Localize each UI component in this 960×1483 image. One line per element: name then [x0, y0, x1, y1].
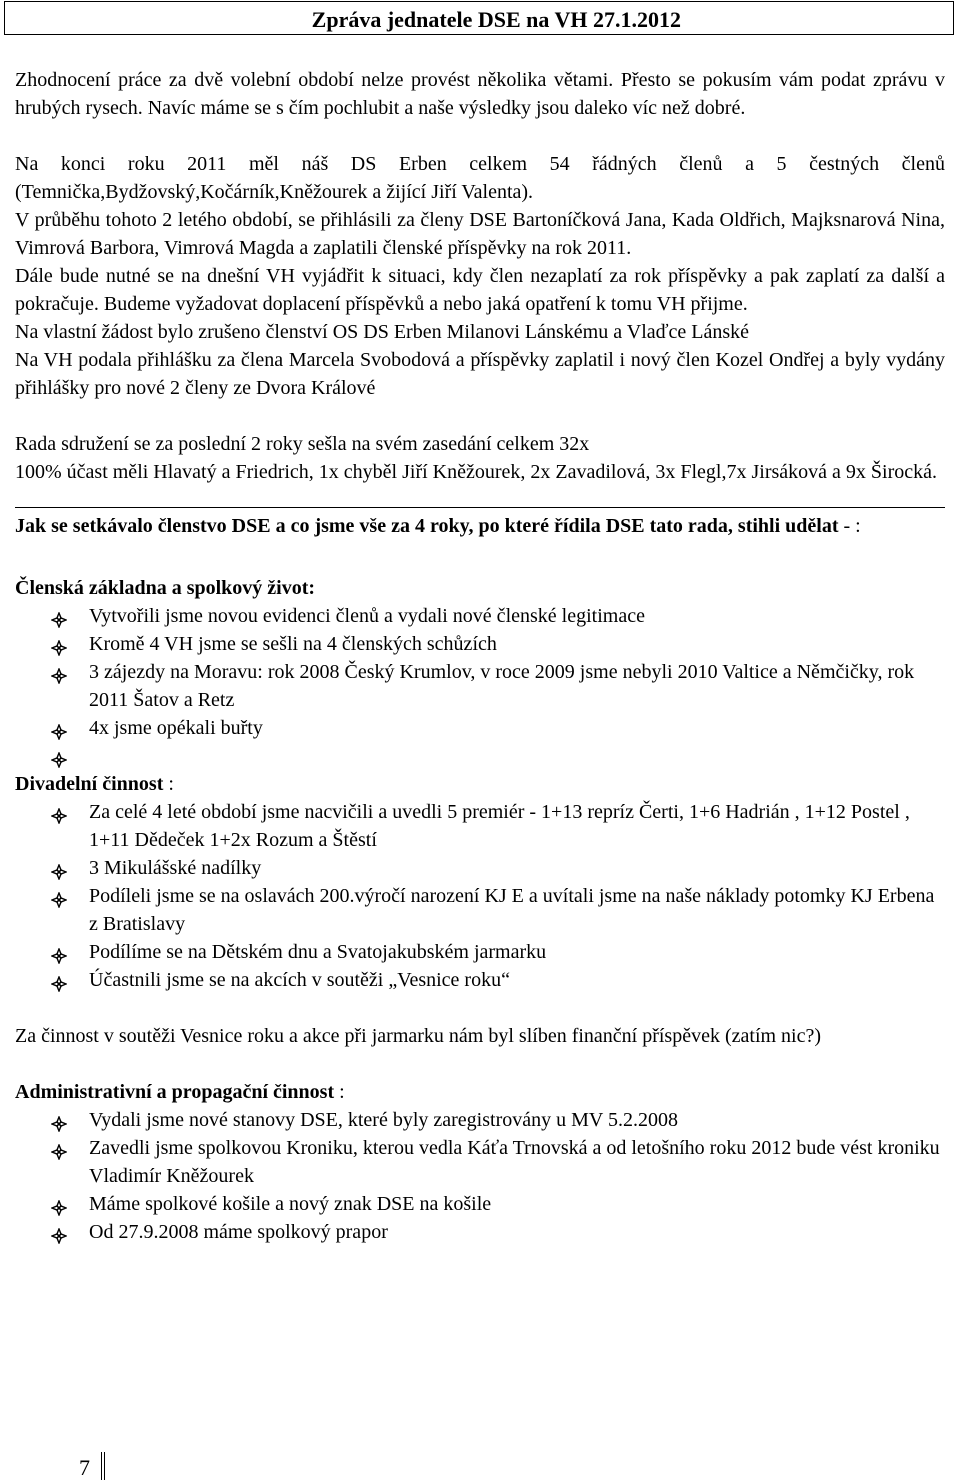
members-paragraph: Dále bude nutné se na dnešní VH vyjádřit k situaci, kdy člen nezaplatí za rok příspěvky a pak zaplatí za další a pokračuje. Budeme vyžadovat doplacení příspěvků a nebo jaká opatření k tomu VH přijme. [15, 265, 945, 315]
list-item [15, 658, 945, 714]
footer-divider [101, 1452, 102, 1480]
list-item-text: Účastnili jsme se na akcích v soutěži „Vesnice roku“ [89, 969, 510, 991]
page-title: Zpráva jednatele DSE na VH 27.1.2012 [311, 7, 681, 32]
section-title-text: Členská základna a spolkový život: [15, 577, 316, 599]
diamond-bullet-icon [51, 636, 67, 652]
section-title-suffix: : [334, 1081, 345, 1103]
diamond-bullet-icon [51, 972, 67, 988]
list-item [15, 798, 945, 854]
members-paragraph: Na VH podala přihlášku za člena Marcela Svobodová a příspěvky zaplatil i nový člen Kozel Ondřej a byly vydány přihlášky pro nové 2 členy ze Dvora Králové [15, 349, 945, 399]
list-item-text: Vydali jsme nové stanovy DSE, které byly zaregistrovány u MV 5.2.2008 [89, 1109, 678, 1131]
diamond-bullet-icon [51, 720, 67, 736]
list-item-text: Za celé 4 leté období jsme nacvičili a uvedli 5 premiér - 1+13 repríz Čerti, 1+6 Hadrián , 1+12 Postel , 1+11 Dědeček 1+2x Rozum a Štěstí [89, 801, 910, 851]
members-paragraph: Na vlastní žádost bylo zrušeno členství OS DS Erben Milanovi Lánskému a Vlaďce Lánské [15, 321, 750, 343]
list-item-text: Zavedli jsme spolkovou Kroniku, kterou vedla Káťa Trnovská a od letošního roku 2012 bude vést kroniku Vladimír Kněžourek [89, 1137, 940, 1187]
list-item-text: 3 zájezdy na Moravu: rok 2008 Český Krumlov, v roce 2009 jsme nebyli 2010 Valtice a Němčičky, rok 2011 Šatov a Retz [89, 661, 915, 711]
list-item-text: Kromě 4 VH jsme se sešli na 4 členských schůzích [89, 633, 497, 655]
list-item [15, 882, 945, 938]
list-item [15, 742, 945, 770]
diamond-bullet-icon [51, 944, 67, 960]
diamond-bullet-icon [51, 1224, 67, 1240]
diamond-bullet-icon [51, 804, 67, 820]
list-item-text: Máme spolkové košile a nový znak DSE na košile [89, 1193, 492, 1215]
diamond-bullet-icon [51, 888, 67, 904]
list-item-text: Podílíme se na Dětském dnu a Svatojakubském jarmarku [89, 941, 547, 963]
members-paragraph: V průběhu tohoto 2 letého období, se přihlásili za členy DSE Bartoníčková Jana, Kada Oldřich, Majksnarová Nina, Vimrová Barbora, Vimrová Magda a zaplatili členské příspěvky na rok 2011. [15, 209, 945, 259]
diamond-bullet-icon [51, 860, 67, 876]
bullet-list [15, 798, 945, 994]
list-item [15, 966, 945, 994]
section-title [15, 770, 945, 798]
funding-note: Za činnost v soutěži Vesnice roku a akce při jarmarku nám byl slíben finanční příspěvek (zatím nic?) [15, 1025, 822, 1047]
list-item [15, 602, 945, 630]
list-item [15, 630, 945, 658]
diamond-bullet-icon [51, 1112, 67, 1128]
list-item-text: Od 27.9.2008 máme spolkový prapor [89, 1221, 388, 1243]
list-item [15, 1134, 945, 1190]
list-item-text: 3 Mikulášské nadílky [89, 857, 262, 879]
footer-divider [104, 1452, 105, 1480]
list-item-text: Podíleli jsme se na oslavách 200.výročí narození KJ E a uvítali jsme na naše náklady potomky KJ Erbena z Bratislavy [89, 885, 935, 935]
section-title-suffix: : [163, 773, 174, 795]
section-title [15, 574, 945, 602]
list-item-text: Vytvořili jsme novou evidenci členů a vydali nové členské legitimace [89, 605, 645, 627]
council-paragraph: 100% účast měli Hlavatý a Friedrich, 1x chyběl Jiří Kněžourek, 2x Zavadilová, 3x Flegl,7x Jirsáková a 9x Širocká. [15, 461, 937, 483]
main-heading [15, 507, 945, 540]
list-item [15, 1218, 945, 1246]
section-title [15, 1078, 945, 1106]
list-item [15, 938, 945, 966]
members-paragraph: Na konci roku 2011 měl náš DS Erben celkem 54 řádných členů a 5 čestných členů (Temnička,Bydžovský,Kočárník,Kněžourek a žijící Jiří Valenta). [15, 153, 945, 203]
bullet-list [15, 602, 945, 770]
section-title-text: Administrativní a propagační činnost [15, 1081, 335, 1103]
diamond-bullet-icon [51, 1140, 67, 1156]
diamond-bullet-icon [51, 608, 67, 624]
diamond-bullet-icon [51, 748, 67, 764]
list-item [15, 1106, 945, 1134]
page-number: 7 [79, 1455, 90, 1480]
main-heading-suffix: - : [838, 515, 861, 537]
section-title-text: Divadelní činnost [15, 773, 164, 795]
council-paragraph: Rada sdružení se za poslední 2 roky sešla na svém zasedání celkem 32x [15, 433, 590, 455]
main-heading-text: Jak se setkávalo členstvo DSE a co jsme vše za 4 roky, po které řídila DSE tato rada, stihli udělat [15, 515, 839, 537]
list-item [15, 714, 945, 742]
diamond-bullet-icon [51, 664, 67, 680]
list-item [15, 1190, 945, 1218]
document-body [15, 66, 945, 1246]
list-item-text: 4x jsme opékali buřty [89, 717, 263, 739]
diamond-bullet-icon [51, 1196, 67, 1212]
bullet-list [15, 1106, 945, 1246]
list-item [15, 854, 945, 882]
header-box [4, 1, 954, 35]
intro-paragraph: Zhodnocení práce za dvě volební období nelze provést několika větami. Přesto se pokusím vám podat zprávu v hrubých rysech. Navíc máme se s čím pochlubit a naše výsledky jsou daleko víc než dobré. [15, 69, 945, 119]
